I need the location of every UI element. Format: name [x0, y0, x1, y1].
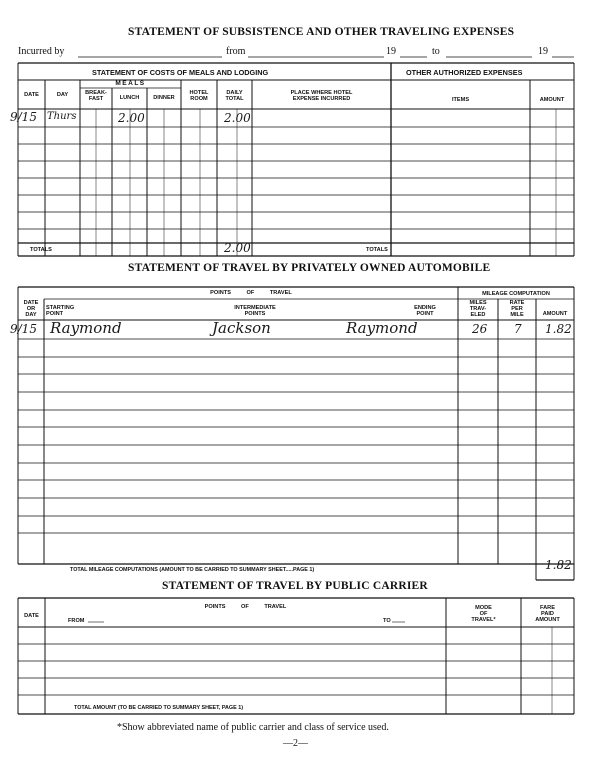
- auto-entry-start: Raymond: [50, 319, 122, 337]
- carrier-section-title: STATEMENT OF TRAVEL BY PUBLIC CARRIER: [162, 580, 428, 592]
- incurred-by-label: Incurred by: [18, 46, 65, 57]
- amount-header: AMOUNT: [539, 97, 565, 103]
- ending-point-header: ENDING POINT: [414, 305, 436, 317]
- year-label-1: 19: [386, 46, 396, 57]
- mileage-total-label: TOTAL MILEAGE COMPUTATIONS (AMOUNT TO BE CARRIED TO SUMMARY SHEET.....PAGE 1): [70, 567, 315, 573]
- place-header: PLACE WHERE HOTEL EXPENSE INCURRED: [290, 90, 353, 102]
- form-title: STATEMENT OF SUBSISTENCE AND OTHER TRAVELING EXPENSES: [128, 26, 515, 38]
- meals-header: MEALS: [115, 80, 146, 87]
- day-header: DAY: [56, 92, 69, 98]
- auto-date-header: DATE OR DAY: [23, 300, 39, 318]
- auto-entry-amount: 1.82: [545, 322, 572, 336]
- auto-section-title: STATEMENT OF TRAVEL BY PRIVATELY OWNED AUTOMOBILE: [128, 262, 491, 274]
- meal-entry-daily-total: 2.00: [224, 111, 251, 125]
- auto-entry-miles: 26: [472, 322, 488, 336]
- carrier-from-label: FROM: [68, 618, 85, 624]
- meal-entry-lunch: 2.00: [118, 111, 145, 125]
- rate-header: RATE PER MILE: [509, 300, 525, 318]
- meals-totals-label: TOTALS: [30, 247, 52, 253]
- carrier-total-label: TOTAL AMOUNT (TO BE CARRIED TO SUMMARY SHEET, PAGE 1): [74, 705, 244, 711]
- auto-entry-date: 9/15: [10, 322, 37, 336]
- carrier-date-header: DATE: [24, 613, 39, 619]
- intermediate-header: INTERMEDIATE POINTS: [234, 305, 276, 317]
- auto-amount-header: AMOUNT: [542, 311, 568, 317]
- auto-entry-end: Raymond: [346, 319, 418, 337]
- page-number: —2—: [283, 738, 308, 749]
- meal-entry-day: Thurs: [47, 111, 77, 122]
- from-label: from: [226, 46, 246, 57]
- lunch-header: LUNCH: [119, 95, 140, 101]
- other-expenses-title: OTHER AUTHORIZED EXPENSES: [406, 68, 523, 77]
- dinner-header: DINNER: [153, 95, 175, 101]
- carrier-to-label: TO: [383, 618, 391, 624]
- meals-totals-value: 2.00: [224, 241, 251, 255]
- mileage-total-value: 1.82: [545, 558, 572, 572]
- daily-total-header: DAILY TOTAL: [225, 90, 244, 102]
- auto-points-header: POINTS OF TRAVEL: [210, 290, 292, 296]
- fare-header: FARE PAID AMOUNT: [535, 605, 560, 623]
- items-header: ITEMS: [451, 97, 470, 103]
- breakfast-header: BREAK- FAST: [85, 90, 107, 102]
- other-totals-label: TOTALS: [366, 247, 388, 253]
- mileage-header: MILEAGE COMPUTATION: [482, 291, 550, 297]
- starting-point-header: STARTING POINT: [46, 305, 75, 317]
- mode-header: MODE OF TRAVEL*: [471, 605, 496, 623]
- auto-entry-intermediate: Jackson: [212, 319, 271, 337]
- miles-header: MILES TRAV- ELED: [469, 300, 487, 318]
- footnote: *Show abbreviated name of public carrier and class of service used.: [117, 722, 389, 733]
- date-header: DATE: [24, 92, 39, 98]
- meal-entry-date: 9/15: [10, 110, 37, 124]
- auto-entry-rate: 7: [514, 322, 522, 336]
- meals-section-title: STATEMENT OF COSTS OF MEALS AND LODGING: [92, 68, 269, 77]
- hotel-room-header: HOTEL ROOM: [189, 90, 209, 102]
- year-label-2: 19: [538, 46, 548, 57]
- carrier-points-header: POINTS OF TRAVEL: [204, 604, 287, 610]
- to-label: to: [432, 46, 440, 57]
